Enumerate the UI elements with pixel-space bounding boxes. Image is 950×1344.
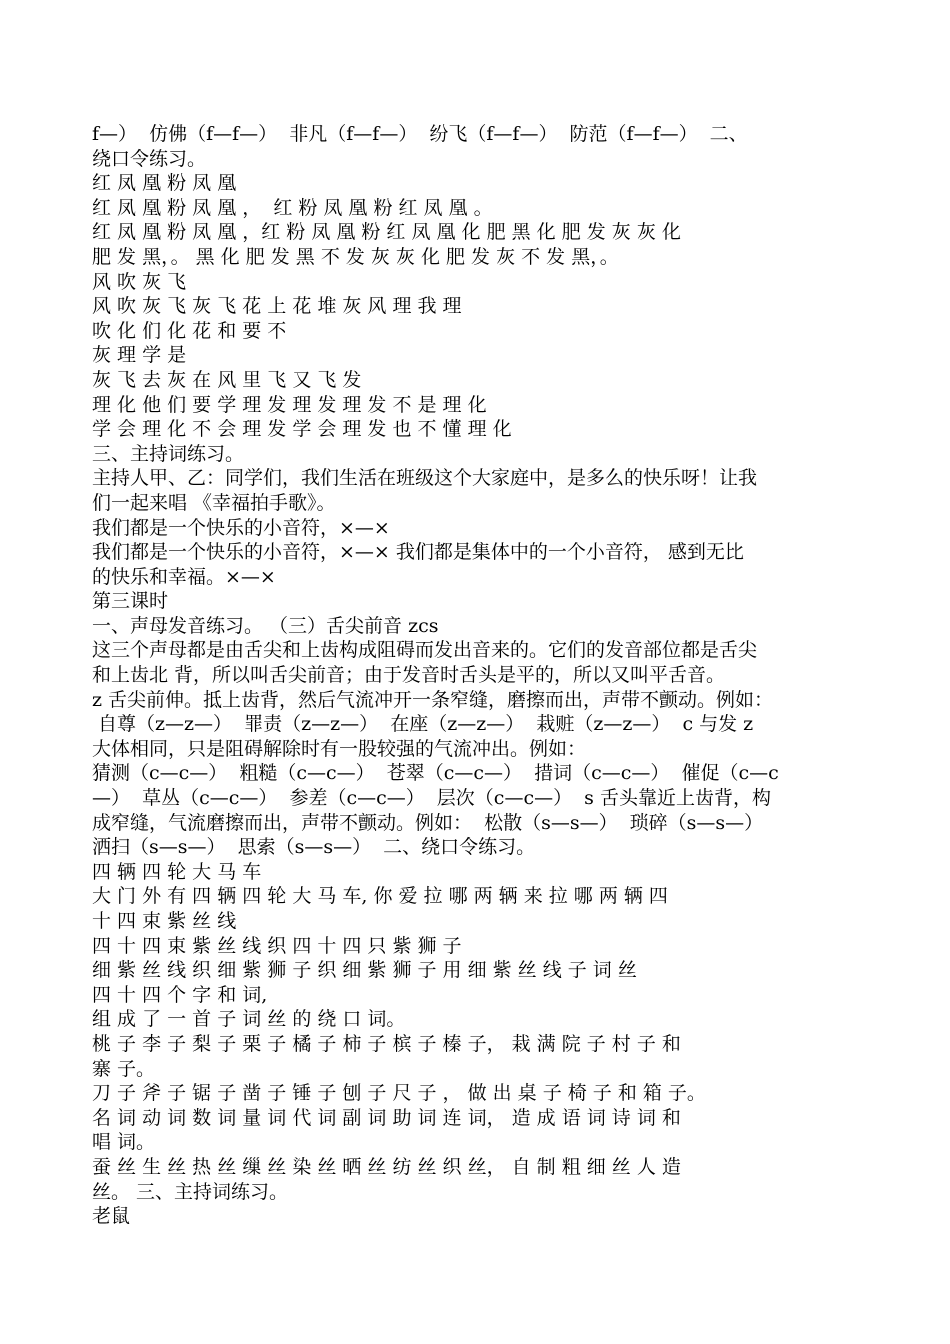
text-line: 四 十 四 束 紫 丝 线 织 四 十 四 只 紫 狮 子 (92, 934, 462, 957)
text-line: 主持人甲、乙：同学们，我们生活在班级这个大家庭中，是多么的快乐呀！让我 (92, 467, 758, 490)
text-line: 洒扫（s—s—） 思索（s—s—） 二、绕口令练习。 (92, 836, 536, 859)
text-line: 红 凤 凰 粉 凤 凰 ，红 粉 凤 凰 粉 红 凤 凰 化 肥 黑 化 肥 发 灰 灰 化 (92, 221, 681, 244)
text-line: z 舌尖前伸。抵上齿背，然后气流冲开一条窄缝，磨擦而出，声带不颤动。例如： (92, 688, 774, 711)
text-line: 自尊（z—z—） 罪责（z—z—） 在座（z—z—） 栽赃（z—z—） c 与发 z (92, 713, 754, 736)
text-line: 灰 理 学 是 (92, 344, 187, 367)
text-line: 成窄缝，气流磨擦而出，声带不颤动。例如： 松散（s—s—） 琐碎（s—s—） (92, 811, 764, 834)
text-line: 的快乐和幸福。×—× (92, 565, 276, 588)
text-line: 四 辆 四 轮 大 马 车 (92, 860, 262, 883)
text-line: 蚕 丝 生 丝 热 丝 缫 丝 染 丝 晒 丝 纺 丝 织 丝， 自 制 粗 细 丝 人 造 (92, 1155, 681, 1178)
text-line: 红 凤 凰 粉 凤 凰 (92, 172, 237, 195)
section-heading: 三、主持词练习。 (92, 442, 245, 465)
text-line: 大体相同，只是阻碍解除时有一股较强的气流冲出。例如： (92, 737, 587, 760)
text-line: 老鼠 (92, 1205, 131, 1228)
text-line: 唱 词。 (92, 1131, 156, 1154)
section-heading: 一、声母发音练习。 （三）舌尖前音 zcs (92, 614, 439, 637)
text-line: 红 凤 凰 粉 凤 凰 ， 红 粉 凤 凰 粉 红 凤 凰 。 (92, 196, 493, 219)
text-line: 们一起来唱 《幸福拍手歌》。 (92, 491, 336, 514)
text-line: 名 词 动 词 数 词 量 词 代 词 副 词 助 词 连 词， 造 成 语 词 诗 词 和 (92, 1106, 681, 1129)
text-line: 细 紫 丝 线 织 细 紫 狮 子 织 细 紫 狮 子 用 细 紫 丝 线 子 词 丝 (92, 959, 637, 982)
text-line: 桃 子 李 子 梨 子 栗 子 橘 子 柿 子 槟 子 榛 子， 栽 满 院 子 村 子 和 (92, 1032, 681, 1055)
text-line: 我们都是一个快乐的小音符，×—× 我们都是集体中的一个小音符， 感到无比 (92, 541, 744, 564)
text-line: 四 十 四 个 字 和 词, (92, 983, 268, 1006)
text-line: 这三个声母都是由舌尖和上齿构成阻碍而发出音来的。它们的发音部位都是舌尖 (92, 639, 758, 662)
text-line: 和上齿北 背，所以叫舌尖前音；由于发音时舌头是平的，所以又叫平舌音。 (92, 664, 726, 687)
lesson-heading: 第三课时 (92, 590, 169, 613)
text-line: 我们都是一个快乐的小音符，×—× (92, 516, 390, 539)
text-line: 刀 子 斧 子 锯 子 凿 子 锤 子 刨 子 尺 子 ， 做 出 桌 子 椅 子 和 箱 子。 (92, 1082, 706, 1105)
text-line: 十 四 束 紫 丝 线 (92, 910, 237, 932)
text-line: 灰 飞 去 灰 在 风 里 飞 又 飞 发 (92, 368, 362, 391)
text-line: 理 化 他 们 要 学 理 发 理 发 理 发 不 是 理 化 (92, 393, 487, 416)
text-line: f—） 仿佛（f—f—） 非凡（f—f—） 纷飞（f—f—） 防范（f—f—） 二、 (92, 123, 748, 145)
text-line: 风 吹 灰 飞 (92, 270, 187, 293)
text-line: 吹 化 们 化 花 和 要 不 (92, 319, 287, 342)
text-line: 风 吹 灰 飞 灰 飞 花 上 花 堆 灰 风 理 我 理 (92, 295, 462, 318)
text-line: 学 会 理 化 不 会 理 发 学 会 理 发 也 不 懂 理 化 (92, 418, 512, 441)
text-line: 肥 发 黑，。 黑 化 肥 发 黑 不 发 灰 灰 化 肥 发 灰 不 发 黑，。 (92, 245, 619, 268)
text-line: 丝。 三、主持词练习。 (92, 1180, 289, 1203)
text-line: 寨 子。 (92, 1057, 156, 1080)
text-line: 大 门 外 有 四 辆 四 轮 大 马 车, 你 爱 拉 哪 两 辆 来 拉 哪 两 辆 四 (92, 885, 668, 908)
text-line: 猜测（c—c—） 粗糙（c—c—） 苍翠（c—c—） 措词（c—c—） 催促（c—c (92, 762, 779, 785)
text-line: 绕口令练习。 (92, 147, 207, 170)
text-line: 组 成 了 一 首 子 词 丝 的 绕 口 词。 (92, 1008, 406, 1031)
document-body (92, 122, 882, 1229)
text-line: —） 草丛（c—c—） 参差（c—c—） 层次（c—c—） s 舌头靠近上齿背，构 (92, 787, 771, 810)
